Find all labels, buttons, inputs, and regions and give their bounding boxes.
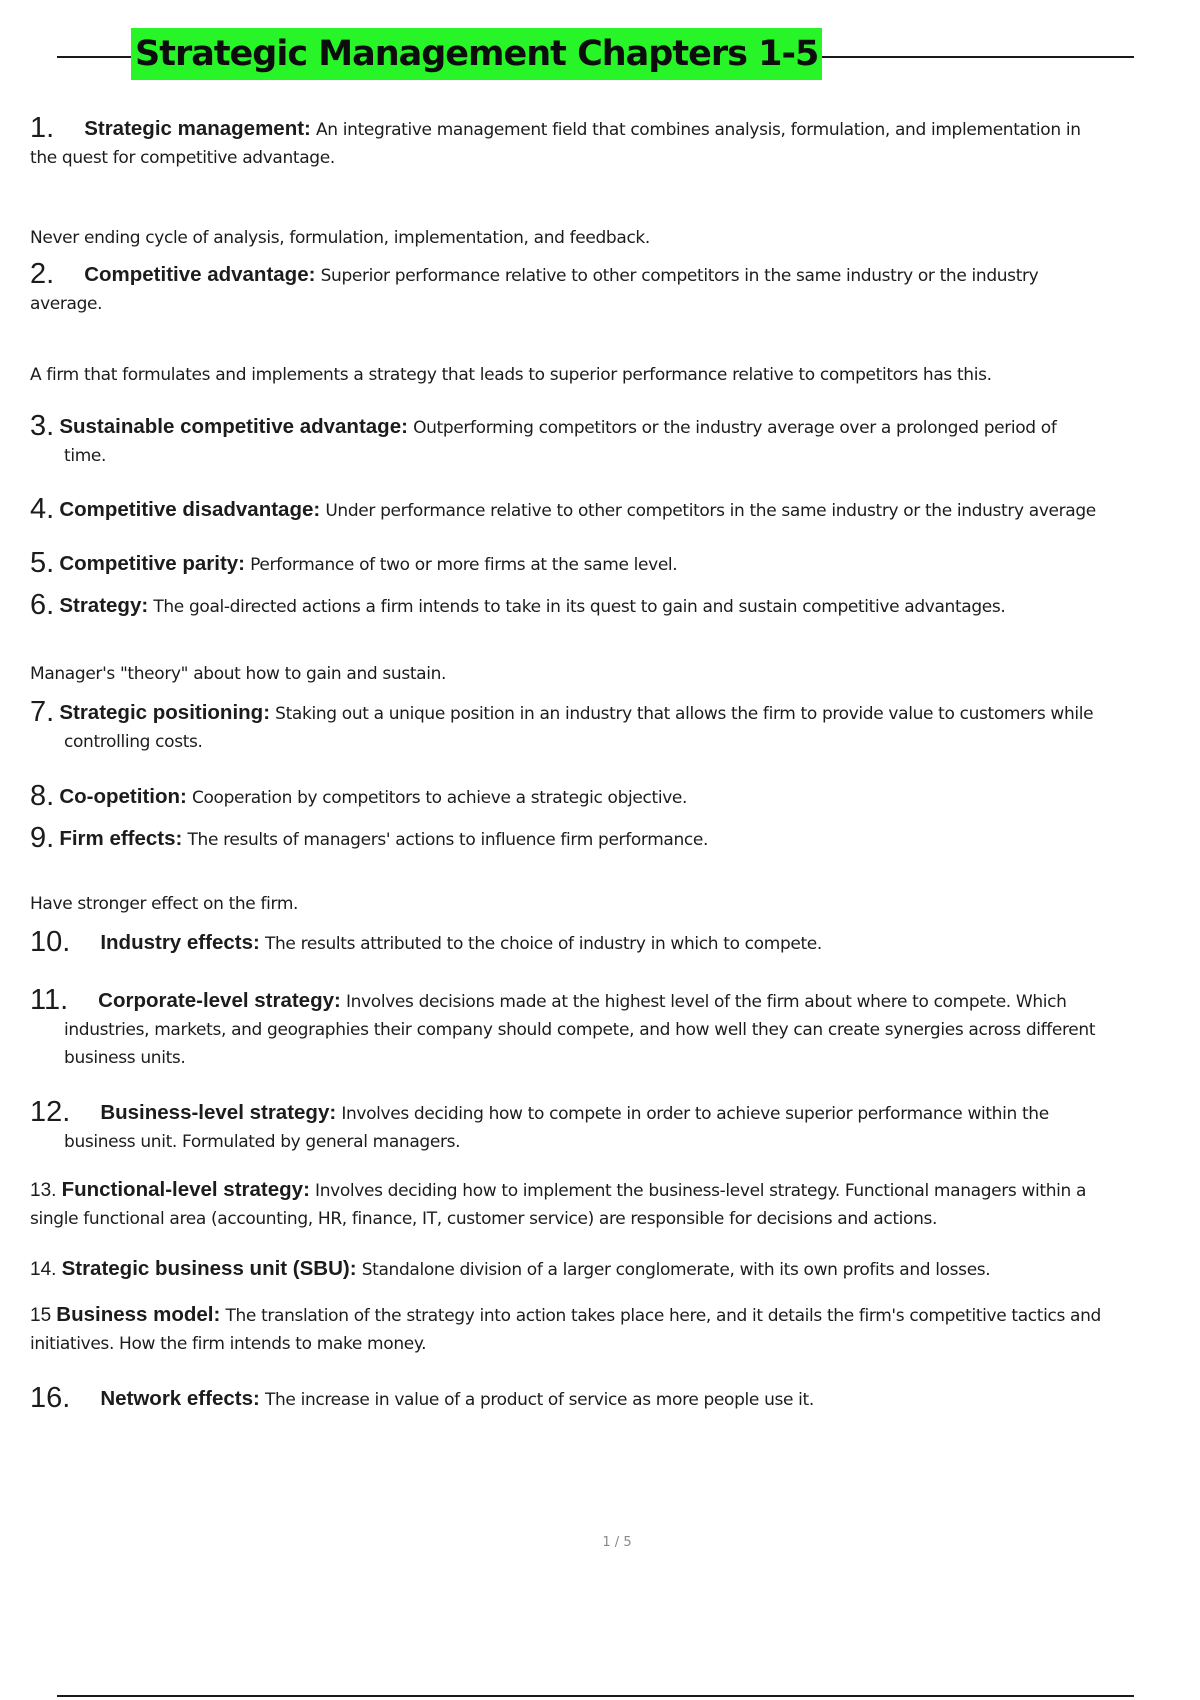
entry-number: 12. [30, 1096, 71, 1128]
entry-number: 4. [30, 493, 55, 525]
entry-term: Strategy: [59, 594, 149, 617]
entry-term: Strategic business unit (SBU): [61, 1257, 357, 1280]
bottom-rule [57, 1695, 1134, 1697]
entry-definition-cont: single functional area (accounting, HR, finance, IT, customer service) are responsible for decisions and actions. [30, 1209, 938, 1229]
entry-number: 13. [30, 1180, 57, 1201]
entry-number: 5. [30, 547, 55, 579]
term-entry-5 [30, 549, 1200, 579]
entry-number: 2. [30, 258, 55, 290]
entry-definition-cont: average. [30, 294, 103, 314]
entry-definition: Involves deciding how to implement the business-level strategy. Functional managers within a [315, 1181, 1087, 1201]
entry-definition-cont: initiatives. How the firm intends to make money. [30, 1334, 427, 1354]
term-entry-10 [30, 928, 1200, 958]
entry-number: 8. [30, 780, 55, 812]
entry-number: 11. [30, 984, 69, 1016]
entry-definition-cont: controlling costs. [64, 732, 203, 752]
entry-definition-cont: time. [64, 446, 107, 466]
entry-note: A firm that formulates and implements a strategy that leads to superior performance relative to competitors has this. [30, 365, 992, 385]
entry-definition: Under performance relative to other competitors in the same industry or the industry average [325, 501, 1096, 521]
entry-term: Business-level strategy: [100, 1101, 337, 1124]
entry-definition: The goal-directed actions a firm intends to take in its quest to gain and sustain competitive advantages. [153, 597, 1006, 617]
term-entry-2 [30, 260, 1200, 318]
entry-definition-cont: business units. [64, 1048, 186, 1068]
term-entry-12 [30, 1098, 1200, 1156]
entry-definition: The increase in value of a product of service as more people use it. [264, 1390, 814, 1410]
entry-definition: The results attributed to the choice of industry in which to compete. [264, 934, 822, 954]
entry-term: Network effects: [100, 1387, 260, 1410]
term-entry-16 [30, 1384, 1200, 1414]
entry-number: 1. [30, 112, 55, 144]
entry-term: Functional-level strategy: [61, 1178, 310, 1201]
entry-term: Strategic positioning: [59, 701, 271, 724]
entry-definition: Staking out a unique position in an industry that allows the firm to provide value to customers while [275, 704, 1094, 724]
term-entry-14 [30, 1255, 1200, 1284]
entry-definition: Outperforming competitors or the industry average over a prolonged period of [413, 418, 1057, 438]
entry-definition-cont: industries, markets, and geographies their company should compete, and how well they can create synergies across different [64, 1020, 1096, 1040]
entry-note: Have stronger effect on the firm. [30, 894, 299, 914]
title-rule-left [57, 56, 132, 58]
term-entry-6 [30, 591, 1200, 621]
term-entry-15 [30, 1301, 1200, 1358]
term-entry-4 [30, 495, 1200, 525]
term-entry-8 [30, 782, 1200, 812]
entry-definition: Involves decisions made at the highest level of the firm about where to compete. Which [345, 992, 1067, 1012]
term-entry-7 [30, 698, 1200, 756]
entry-definition: Performance of two or more firms at the same level. [250, 555, 678, 575]
entry-definition: An integrative management field that combines analysis, formulation, and implementation in [316, 120, 1081, 140]
entry-term: Co-opetition: [59, 785, 187, 808]
entry-note: Manager's "theory" about how to gain and sustain. [30, 664, 447, 684]
entry-term: Strategic management: [84, 117, 311, 140]
entry-number: 10. [30, 926, 71, 958]
entry-term: Sustainable competitive advantage: [59, 415, 408, 438]
title-row [57, 28, 1134, 80]
entry-number: 6. [30, 589, 55, 621]
entry-term: Competitive advantage: [84, 263, 316, 286]
entry-definition: Standalone division of a larger conglomerate, with its own profits and losses. [361, 1260, 991, 1280]
entry-term: Competitive disadvantage: [59, 498, 321, 521]
entry-definition: Superior performance relative to other competitors in the same industry or the industry [320, 266, 1039, 286]
entry-term: Competitive parity: [59, 552, 245, 575]
entry-definition-cont: business unit. Formulated by general managers. [64, 1132, 461, 1152]
entry-number: 16. [30, 1382, 71, 1414]
entry-term: Business model: [56, 1303, 221, 1326]
term-entry-13 [30, 1176, 1200, 1233]
entry-number: 14. [30, 1259, 57, 1280]
entry-term: Firm effects: [59, 827, 183, 850]
page-indicator: 1 / 5 [602, 1535, 632, 1550]
entry-definition-cont: the quest for competitive advantage. [30, 148, 335, 168]
term-entry-3 [30, 412, 1200, 470]
term-entry-11 [30, 986, 1200, 1072]
document-title: Strategic Management Chapters 1-5 [131, 28, 822, 80]
entry-number: 15 [30, 1305, 52, 1326]
entry-number: 7. [30, 696, 55, 728]
term-entry-1 [30, 114, 1200, 172]
entry-number: 3. [30, 410, 55, 442]
entry-definition: Cooperation by competitors to achieve a strategic objective. [191, 788, 688, 808]
entry-number: 9. [30, 822, 55, 854]
entry-definition: Involves deciding how to compete in order to achieve superior performance within the [341, 1104, 1049, 1124]
entry-term: Industry effects: [100, 931, 260, 954]
entry-note: Never ending cycle of analysis, formulation, implementation, and feedback. [30, 228, 650, 248]
entry-term: Corporate-level strategy: [98, 989, 341, 1012]
entry-definition: The results of managers' actions to influence firm performance. [187, 830, 709, 850]
entry-definition: The translation of the strategy into action takes place here, and it details the firm's competitive tactics and [225, 1306, 1101, 1326]
term-entry-9 [30, 824, 1200, 854]
